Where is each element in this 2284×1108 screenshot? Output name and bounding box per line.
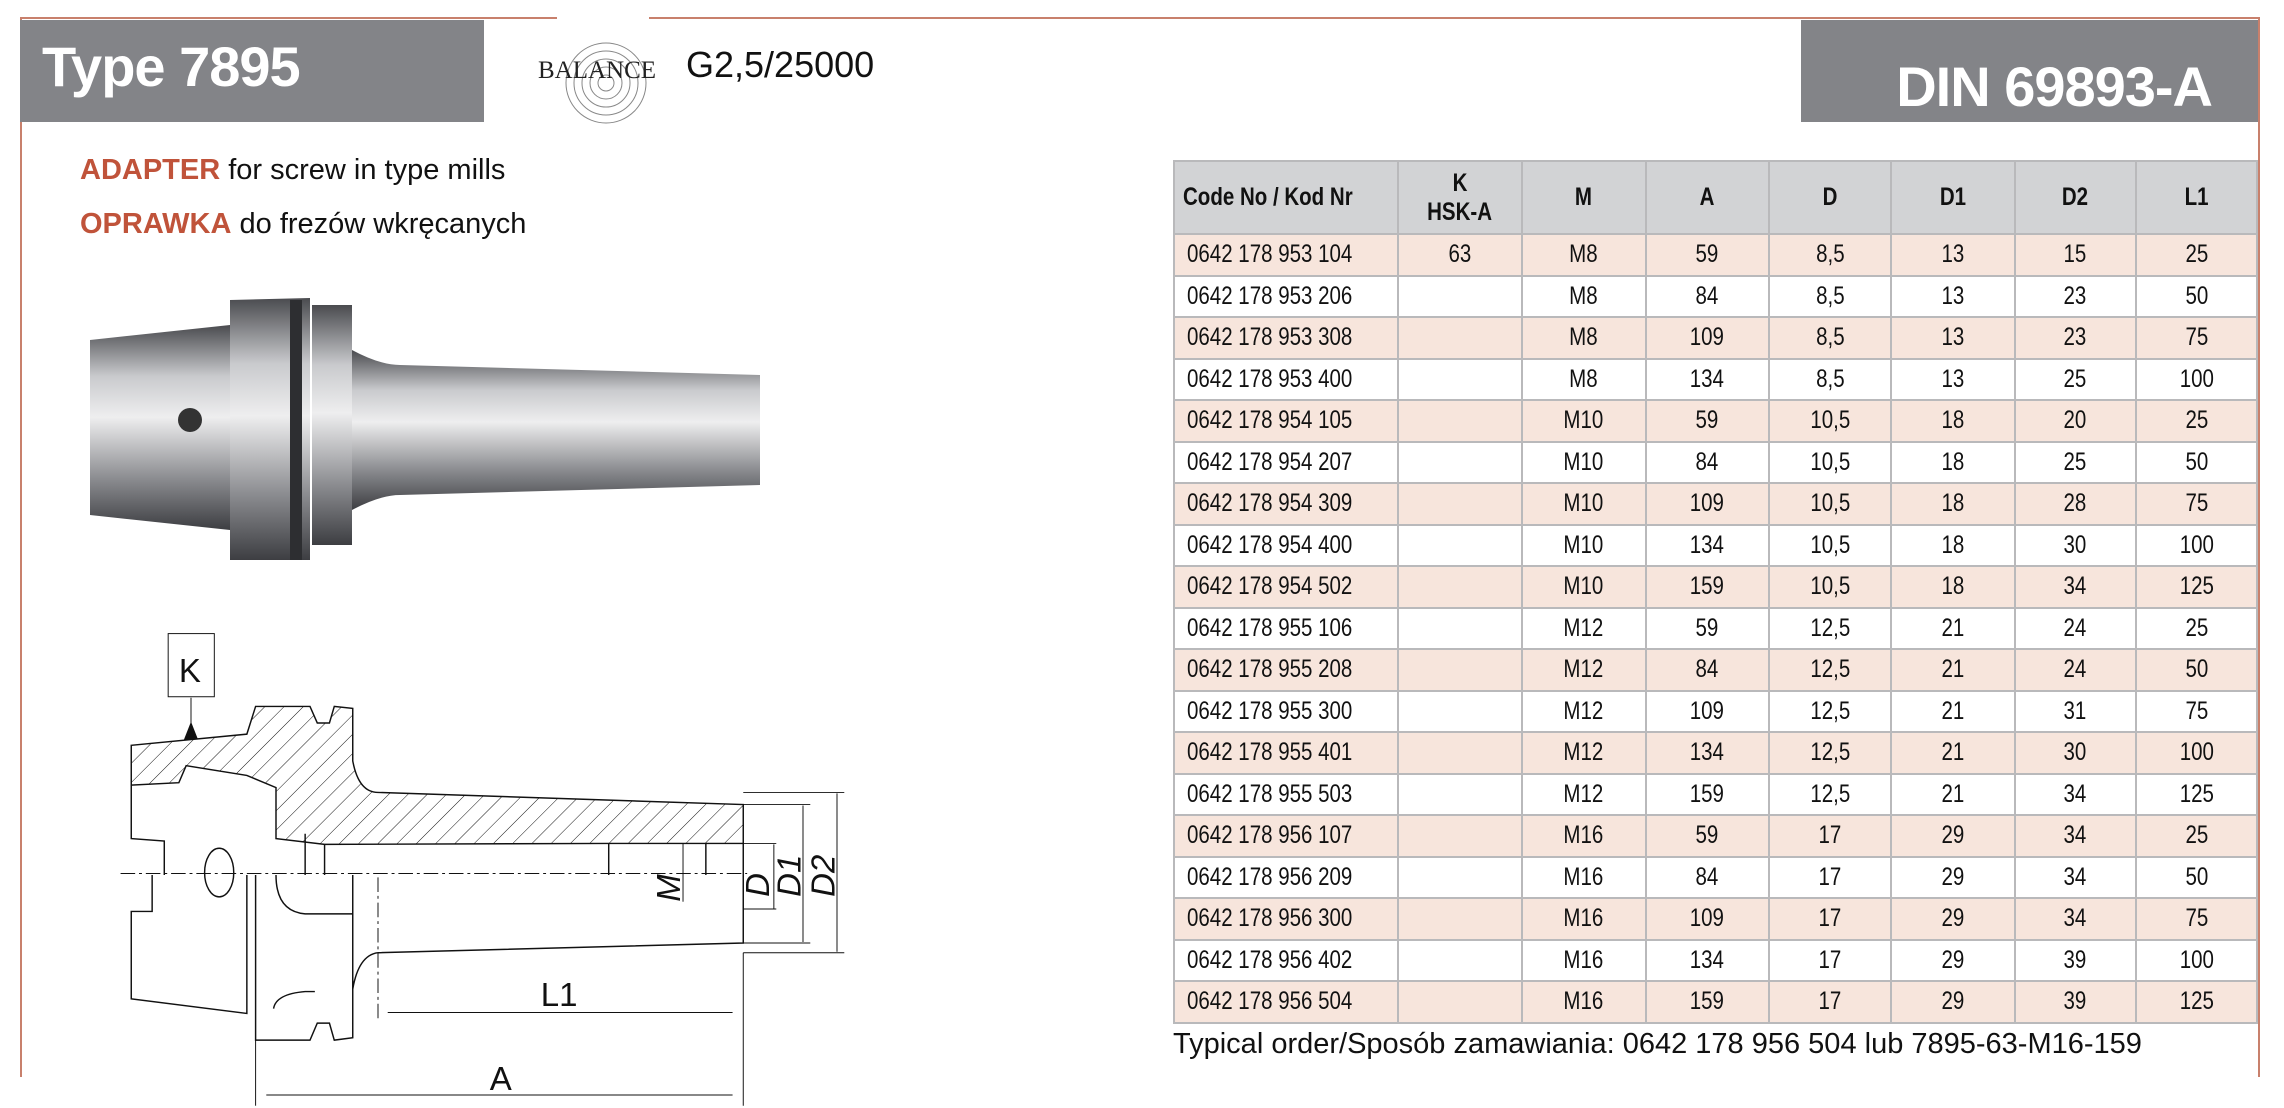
- table-cell: [1398, 317, 1522, 359]
- table-cell: 17: [1769, 898, 1891, 940]
- table-cell: 25: [2136, 608, 2257, 650]
- product-photo: [80, 270, 770, 590]
- table-cell: 23: [2015, 276, 2137, 318]
- label-d2: D2: [804, 854, 842, 897]
- table-cell: [1398, 359, 1522, 401]
- table-cell: 134: [1646, 940, 1770, 982]
- table-cell: 20: [2015, 400, 2137, 442]
- table-row: [1174, 857, 2257, 899]
- table-cell: 30: [2015, 525, 2137, 567]
- table-cell: 10,5: [1769, 400, 1891, 442]
- table-cell: 12,5: [1769, 732, 1891, 774]
- table-cell: 34: [2015, 898, 2137, 940]
- table-cell: 17: [1769, 857, 1891, 899]
- table-cell: 21: [1891, 732, 2015, 774]
- table-cell: 59: [1646, 608, 1770, 650]
- table-cell: [1398, 608, 1522, 650]
- table-cell: M10: [1522, 442, 1646, 484]
- table-cell: 84: [1646, 857, 1770, 899]
- table-cell: 100: [2136, 732, 2257, 774]
- table-cell: [1398, 442, 1522, 484]
- header-code: Code No / Kod Nr: [1174, 161, 1398, 234]
- table-cell: 17: [1769, 940, 1891, 982]
- header-d2: D2: [2015, 161, 2137, 234]
- table-cell: M12: [1522, 608, 1646, 650]
- table-cell: 0642 178 954 105: [1174, 400, 1398, 442]
- standard-label: DIN 69893-A: [1896, 55, 2212, 118]
- table-cell: 8,5: [1769, 276, 1891, 318]
- header-a: A: [1646, 161, 1770, 234]
- table-cell: 100: [2136, 525, 2257, 567]
- table-cell: 84: [1646, 442, 1770, 484]
- table-cell: 8,5: [1769, 317, 1891, 359]
- table-cell: 159: [1646, 566, 1770, 608]
- table-row: [1174, 234, 2257, 276]
- table-cell: 0642 178 954 400: [1174, 525, 1398, 567]
- table-cell: [1398, 815, 1522, 857]
- table-cell: 31: [2015, 691, 2137, 733]
- table-cell: 0642 178 954 502: [1174, 566, 1398, 608]
- table-row: [1174, 525, 2257, 567]
- table-row: [1174, 317, 2257, 359]
- table-cell: 0642 178 953 104: [1174, 234, 1398, 276]
- table-cell: 0642 178 953 400: [1174, 359, 1398, 401]
- table-cell: 84: [1646, 649, 1770, 691]
- table-cell: M12: [1522, 691, 1646, 733]
- table-cell: [1398, 649, 1522, 691]
- table-cell: [1398, 940, 1522, 982]
- table-cell: 18: [1891, 566, 2015, 608]
- table-cell: 109: [1646, 483, 1770, 525]
- table-cell: 18: [1891, 525, 2015, 567]
- table-cell: 134: [1646, 732, 1770, 774]
- table-cell: 0642 178 955 300: [1174, 691, 1398, 733]
- table-cell: 17: [1769, 815, 1891, 857]
- table-cell: 50: [2136, 442, 2257, 484]
- page-title: Type 7895: [42, 35, 300, 98]
- table-cell: 21: [1891, 774, 2015, 816]
- table-cell: 21: [1891, 691, 2015, 733]
- table-cell: [1398, 774, 1522, 816]
- table-cell: 0642 178 955 503: [1174, 774, 1398, 816]
- table-cell: 0642 178 955 106: [1174, 608, 1398, 650]
- table-row: [1174, 359, 2257, 401]
- table-cell: M12: [1522, 732, 1646, 774]
- table-cell: 75: [2136, 691, 2257, 733]
- table-row: [1174, 442, 2257, 484]
- table-row: [1174, 608, 2257, 650]
- table-cell: 17: [1769, 981, 1891, 1023]
- table-cell: 109: [1646, 898, 1770, 940]
- table-row: [1174, 276, 2257, 318]
- table-cell: 59: [1646, 400, 1770, 442]
- table-cell: 50: [2136, 276, 2257, 318]
- table-row: [1174, 940, 2257, 982]
- table-cell: M10: [1522, 525, 1646, 567]
- table-cell: 63: [1398, 234, 1522, 276]
- table-cell: 12,5: [1769, 774, 1891, 816]
- table-cell: 125: [2136, 981, 2257, 1023]
- table-cell: 21: [1891, 608, 2015, 650]
- table-cell: 34: [2015, 566, 2137, 608]
- table-cell: 0642 178 953 308: [1174, 317, 1398, 359]
- table-cell: 21: [1891, 649, 2015, 691]
- table-cell: 34: [2015, 857, 2137, 899]
- table-cell: 18: [1891, 442, 2015, 484]
- table-cell: 34: [2015, 815, 2137, 857]
- description-en: ADAPTER for screw in type mills: [80, 154, 506, 186]
- table-cell: 125: [2136, 566, 2257, 608]
- label-d: D: [739, 873, 776, 897]
- table-cell: M10: [1522, 566, 1646, 608]
- standard-box: [1801, 20, 2258, 122]
- balance-label: BALANCE: [538, 57, 657, 84]
- label-a: A: [489, 1060, 512, 1098]
- table-cell: 13: [1891, 276, 2015, 318]
- label-d1: D1: [770, 854, 808, 897]
- table-cell: 50: [2136, 857, 2257, 899]
- table-cell: 84: [1646, 276, 1770, 318]
- table-cell: [1398, 857, 1522, 899]
- frame-left: [20, 17, 22, 1077]
- table-cell: 134: [1646, 525, 1770, 567]
- table-cell: M10: [1522, 400, 1646, 442]
- label-m: M: [650, 874, 688, 902]
- table-cell: 25: [2136, 815, 2257, 857]
- table-cell: 159: [1646, 774, 1770, 816]
- table-row: [1174, 566, 2257, 608]
- table-cell: M8: [1522, 359, 1646, 401]
- table-cell: 13: [1891, 359, 2015, 401]
- table-cell: M12: [1522, 774, 1646, 816]
- frame-top: [20, 17, 2260, 19]
- table-cell: 13: [1891, 317, 2015, 359]
- table-cell: [1398, 732, 1522, 774]
- table-cell: [1398, 566, 1522, 608]
- balance-value: G2,5/25000: [686, 44, 875, 85]
- table-cell: 0642 178 955 208: [1174, 649, 1398, 691]
- table-cell: M16: [1522, 898, 1646, 940]
- table-cell: 29: [1891, 815, 2015, 857]
- table-row: [1174, 774, 2257, 816]
- header-l1: L1: [2136, 161, 2257, 234]
- table-cell: 100: [2136, 940, 2257, 982]
- label-k: K: [178, 652, 201, 690]
- table-cell: 25: [2136, 234, 2257, 276]
- table-cell: M8: [1522, 317, 1646, 359]
- table-cell: 0642 178 953 206: [1174, 276, 1398, 318]
- header-m: M: [1522, 161, 1646, 234]
- table-cell: [1398, 276, 1522, 318]
- label-l1: L1: [540, 976, 578, 1014]
- table-cell: 29: [1891, 857, 2015, 899]
- table-cell: [1398, 898, 1522, 940]
- table-cell: [1398, 483, 1522, 525]
- table-cell: 109: [1646, 691, 1770, 733]
- table-cell: 8,5: [1769, 234, 1891, 276]
- table-cell: 75: [2136, 898, 2257, 940]
- table-cell: 75: [2136, 317, 2257, 359]
- table-cell: 15: [2015, 234, 2137, 276]
- table-cell: 29: [1891, 940, 2015, 982]
- table-cell: 134: [1646, 359, 1770, 401]
- table-cell: 8,5: [1769, 359, 1891, 401]
- table-cell: 10,5: [1769, 483, 1891, 525]
- table-cell: 0642 178 954 309: [1174, 483, 1398, 525]
- table-cell: 18: [1891, 483, 2015, 525]
- table-row: [1174, 400, 2257, 442]
- table-cell: 159: [1646, 981, 1770, 1023]
- table-row: [1174, 483, 2257, 525]
- frame-gap: [557, 14, 649, 22]
- table-row: [1174, 981, 2257, 1023]
- table-cell: [1398, 691, 1522, 733]
- table-cell: 0642 178 956 402: [1174, 940, 1398, 982]
- table-cell: 10,5: [1769, 525, 1891, 567]
- table-row: [1174, 815, 2257, 857]
- table-cell: 75: [2136, 483, 2257, 525]
- table-cell: M16: [1522, 940, 1646, 982]
- table-cell: 23: [2015, 317, 2137, 359]
- table-cell: 12,5: [1769, 608, 1891, 650]
- table-cell: 59: [1646, 815, 1770, 857]
- technical-drawing: [100, 620, 860, 1098]
- header-k-hsk: K HSK-A: [1398, 161, 1522, 234]
- table-cell: M10: [1522, 483, 1646, 525]
- table-cell: 13: [1891, 234, 2015, 276]
- table-cell: [1398, 400, 1522, 442]
- table-cell: M16: [1522, 981, 1646, 1023]
- table-cell: [1398, 525, 1522, 567]
- table-cell: 24: [2015, 649, 2137, 691]
- table-row: [1174, 898, 2257, 940]
- header-d: D: [1769, 161, 1891, 234]
- table-cell: 39: [2015, 940, 2137, 982]
- table-cell: 34: [2015, 774, 2137, 816]
- table-cell: M12: [1522, 649, 1646, 691]
- table-cell: 29: [1891, 898, 2015, 940]
- table-cell: M8: [1522, 276, 1646, 318]
- table-cell: 59: [1646, 234, 1770, 276]
- table-header-row: [1174, 161, 2257, 234]
- table-cell: 30: [2015, 732, 2137, 774]
- table-cell: 0642 178 954 207: [1174, 442, 1398, 484]
- table-cell: 0642 178 956 107: [1174, 815, 1398, 857]
- table-row: [1174, 691, 2257, 733]
- table-cell: 0642 178 955 401: [1174, 732, 1398, 774]
- table-cell: 12,5: [1769, 649, 1891, 691]
- description-pl: OPRAWKA do frezów wkręcanych: [80, 208, 527, 240]
- table-cell: 25: [2015, 442, 2137, 484]
- table-cell: M16: [1522, 857, 1646, 899]
- frame-right: [2258, 17, 2260, 1077]
- table-cell: 0642 178 956 209: [1174, 857, 1398, 899]
- table-cell: 25: [2015, 359, 2137, 401]
- header-d1: D1: [1891, 161, 2015, 234]
- table-row: [1174, 649, 2257, 691]
- table-cell: 125: [2136, 774, 2257, 816]
- table-cell: 18: [1891, 400, 2015, 442]
- spec-table: [1173, 160, 2258, 1024]
- table-cell: 25: [2136, 400, 2257, 442]
- typical-order-note: Typical order/Sposób zamawiania: 0642 178 956 504 lub 7895-63-M16-159: [1173, 1028, 2142, 1060]
- table-cell: 50: [2136, 649, 2257, 691]
- table-cell: 12,5: [1769, 691, 1891, 733]
- table-cell: 100: [2136, 359, 2257, 401]
- table-cell: M8: [1522, 234, 1646, 276]
- table-cell: 0642 178 956 504: [1174, 981, 1398, 1023]
- table-cell: 0642 178 956 300: [1174, 898, 1398, 940]
- table-cell: [1398, 981, 1522, 1023]
- table-cell: 24: [2015, 608, 2137, 650]
- table-cell: 109: [1646, 317, 1770, 359]
- table-cell: 10,5: [1769, 566, 1891, 608]
- table-cell: 10,5: [1769, 442, 1891, 484]
- table-row: [1174, 732, 2257, 774]
- table-cell: M16: [1522, 815, 1646, 857]
- table-cell: 39: [2015, 981, 2137, 1023]
- table-cell: 28: [2015, 483, 2137, 525]
- table-cell: 29: [1891, 981, 2015, 1023]
